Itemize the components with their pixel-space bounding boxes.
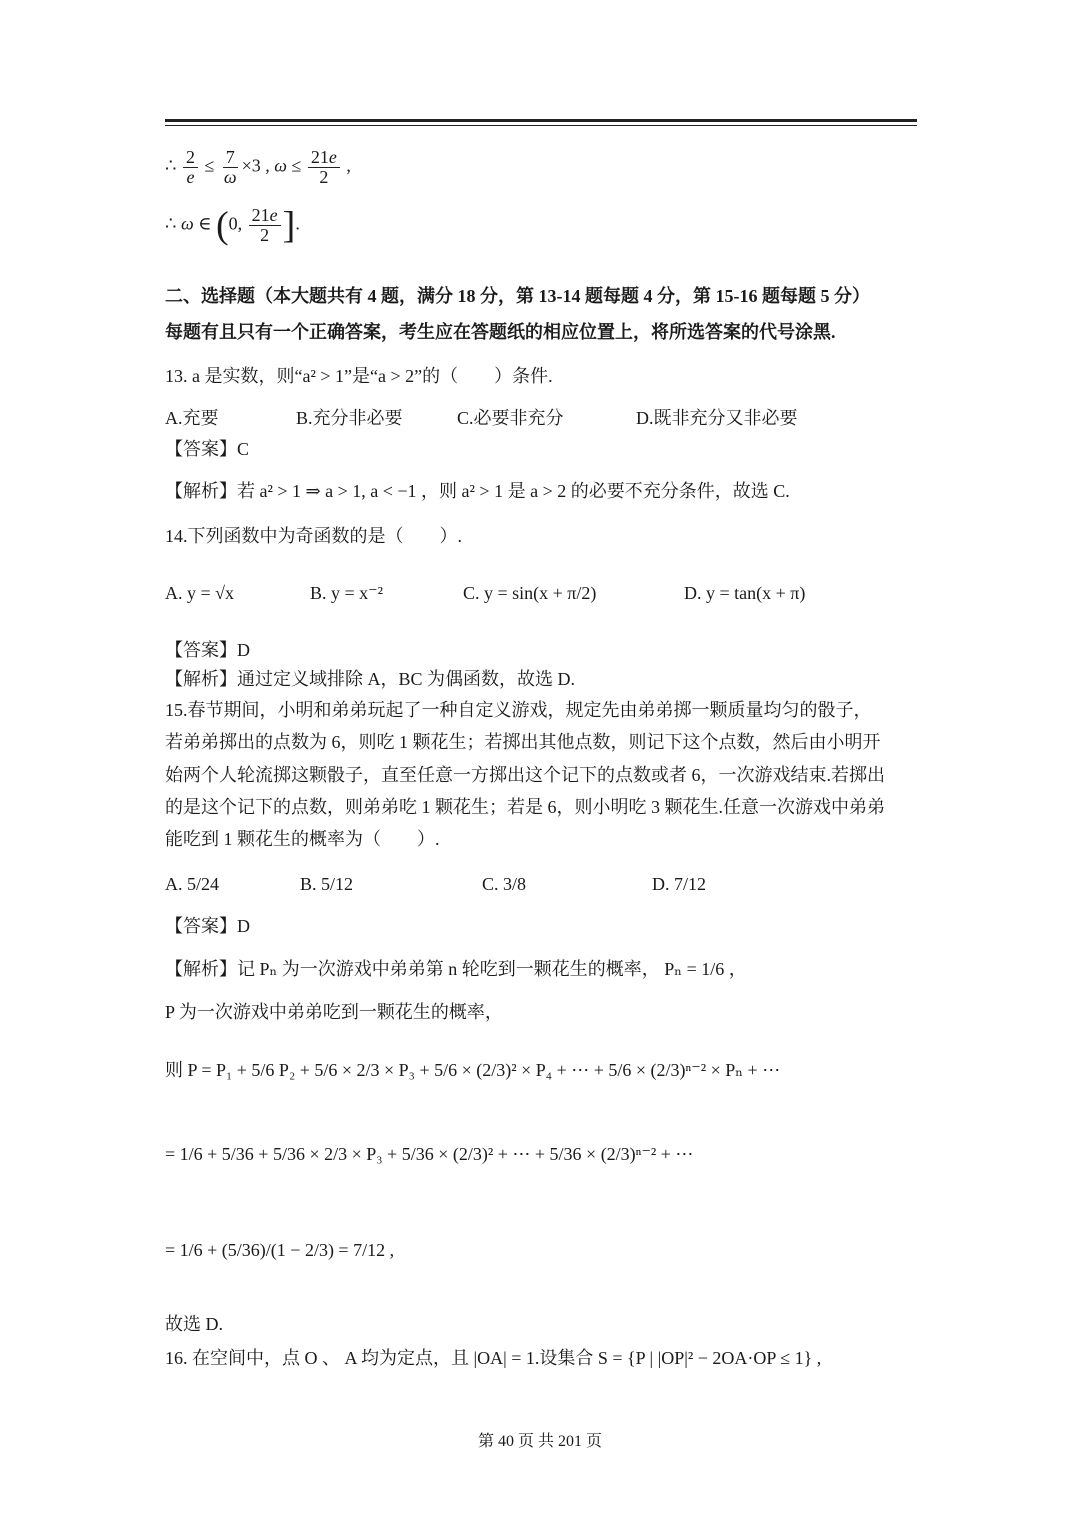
q13-option-b: B.充分非必要 (296, 408, 403, 428)
q13-analysis: 【解析】若 a² > 1 ⇒ a > 1, a < −1 ，则 a² > 1 是 a > 2 的必要不充分条件，故选 C. (165, 481, 790, 501)
section-heading: 二、选择题（本大题共有 4 题，满分 18 分，第 13-14 题每题 4 分，第 15-16 题每题 5 分） (165, 286, 870, 306)
q16-stem: 16. 在空间中，点 O 、 A 均为定点，且 |OA| = 1.设集合 S = {P | |OP|² − 2OA·OP ≤ 1} , (165, 1348, 822, 1368)
q15-stem-line-5: 能吃到 1 颗花生的概率为（ ）. (165, 829, 440, 849)
q15-option-c: C. 3/8 (482, 874, 527, 894)
q14-stem: 14.下列函数中为奇函数的是（ ）. (165, 526, 462, 546)
page-footer: 第 40 页 共 201 页 (477, 1433, 602, 1450)
q15-analysis-3: 则 P = P₁ + 5/6 P₂ + 5/6 × 2/3 × P₃ + 5/6 × (2/3)² × P₄ + ⋯ + 5/6 × (2/3)ⁿ⁻² × Pₙ + ⋯ (165, 1060, 781, 1080)
solution-line-2: ∴ ω ∈ (0, $\frac{21e}{2}$ ]. (165, 204, 300, 247)
q14-option-a: A. y = √x (165, 583, 235, 603)
q14-option-d: D. y = tan(x + π) (684, 583, 806, 603)
header-rule-thick (165, 119, 917, 122)
q13-option-a: A.充要 (165, 408, 219, 428)
q15-option-a: A. 5/24 (165, 874, 219, 894)
q15-option-d: D. 7/12 (652, 874, 706, 894)
q15-stem-line-2: 若弟弟掷出的点数为 6，则吃 1 颗花生；若掷出其他点数，则记下这个点数，然后由小明开 (165, 732, 881, 752)
section-instruction: 每题有且只有一个正确答案，考生应在答题纸的相应位置上，将所选答案的代号涂黑. (165, 322, 836, 342)
q15-analysis-2: P 为一次游戏中弟弟吃到一颗花生的概率， (165, 1002, 503, 1022)
q13-stem: 13. a 是实数，则“a² > 1”是“a > 2”的（ ）条件. (165, 366, 553, 386)
q13-option-d: D.既非充分又非必要 (636, 408, 798, 428)
q14-option-b: B. y = x⁻² (310, 583, 384, 603)
q15-analysis-4: = 1/6 + 5/36 + 5/36 × 2/3 × P₃ + 5/36 × (2/3)² + ⋯ + 5/36 × (2/3)ⁿ⁻² + ⋯ (165, 1144, 694, 1164)
solution-line-1: ∴ $\frac{2}{e}$ ≤ $\frac{7}{\omega}$ ×3 , ω ≤ $\frac{21e}{2}$ , (165, 147, 351, 187)
q15-option-b: B. 5/12 (300, 874, 354, 894)
q13-answer: 【答案】C (165, 439, 250, 459)
q14-option-c: C. y = sin(x + π/2) (463, 583, 597, 603)
q15-stem-line-1: 15.春节期间，小明和弟弟玩起了一种自定义游戏，规定先由弟弟掷一颗质量均匀的骰子， (165, 700, 872, 720)
q13-option-c: C.必要非充分 (457, 408, 564, 428)
q14-answer: 【答案】D (165, 640, 250, 660)
q15-stem-line-4: 的是这个记下的点数，则弟弟吃 1 颗花生；若是 6，则小明吃 3 颗花生.任意一次游戏中弟弟 (165, 797, 885, 817)
q15-analysis-1: 【解析】记 Pₙ 为一次游戏中弟弟第 n 轮吃到一颗花生的概率， Pₙ = 1/6 ， (165, 959, 747, 979)
header-rule-thin (165, 125, 917, 126)
q15-analysis-5: = 1/6 + (5/36)/(1 − 2/3) = 7/12 , (165, 1240, 395, 1260)
q14-analysis: 【解析】通过定义域排除 A，BC 为偶函数，故选 D. (165, 669, 576, 689)
q15-answer: 【答案】D (165, 916, 250, 936)
q15-stem-line-3: 始两个人轮流掷这颗骰子，直至任意一方掷出这个记下的点数或者 6，一次游戏结束.若掷出 (165, 765, 885, 785)
q15-conclusion: 故选 D. (165, 1314, 223, 1334)
